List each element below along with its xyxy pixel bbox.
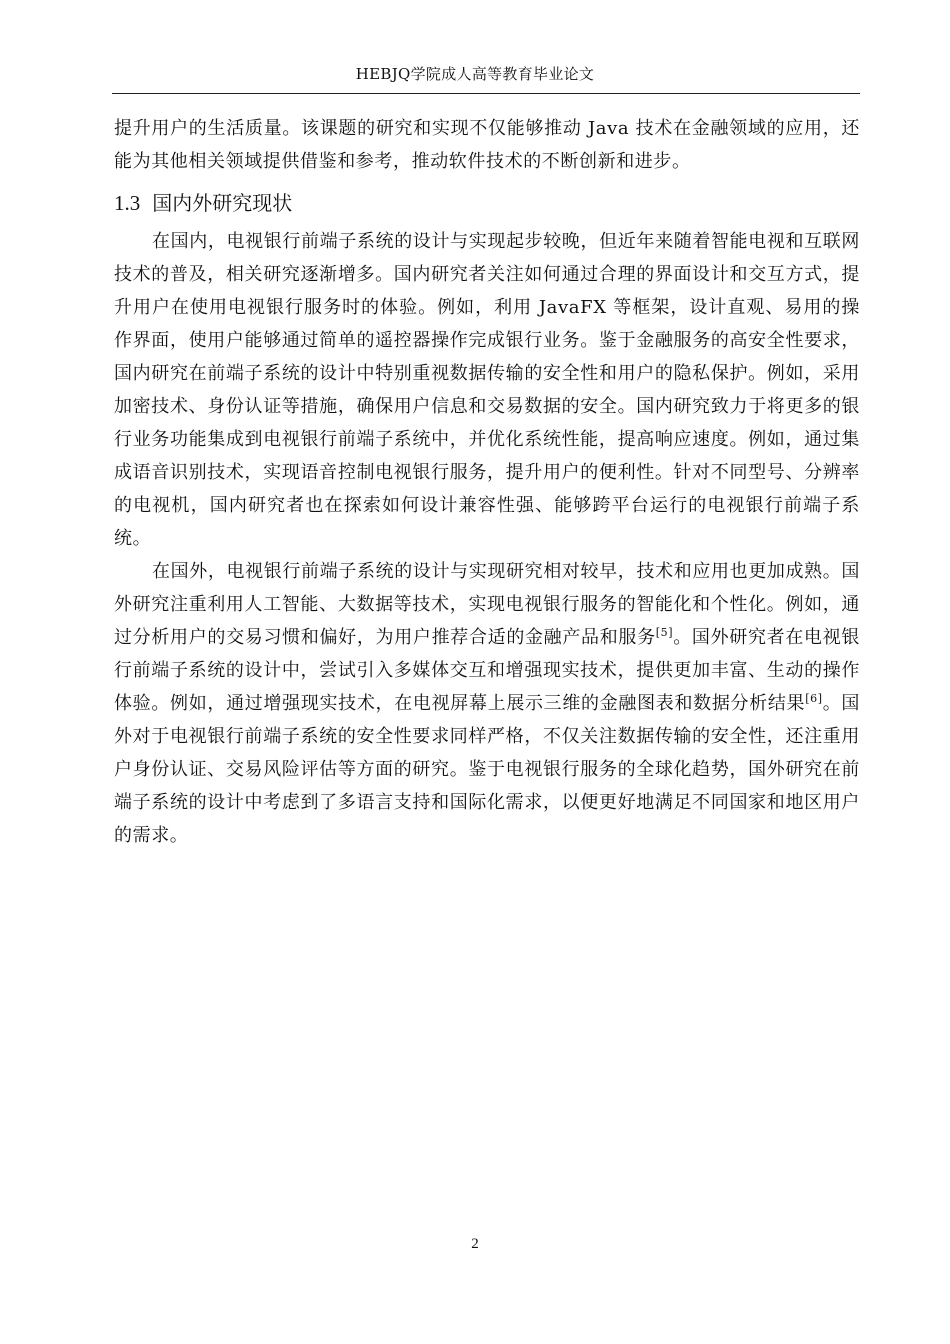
paragraph-domestic-research: 在国内，电视银行前端子系统的设计与实现起步较晚，但近年来随着智能电视和互联网技术的普及，相关研究逐渐增多。国内研究者关注如何通过合理的界面设计和交互方式，提升用户在使用电视银行服务时的体验。例如，利用 JavaFX 等框架，设计直观、易用的操作界面，使用户能够通过简单的遥控器操作完成银行业务。鉴于金融服务的高安全性要求，国内研究在前端子系统的设计中特别重视数据传输的安全性和用户的隐私保护。例如，采用加密技术、身份认证等措施，确保用户信息和交易数据的安全。国内研究致力于将更多的银行业务功能集成到电视银行前端子系统中，并优化系统性能，提高响应速度。例如，通过集成语音识别技术，实现语音控制电视银行服务，提升用户的便利性。针对不同型号、分辨率的电视机，国内研究者也在探索如何设计兼容性强、能够跨平台运行的电视银行前端子系统。	[114, 231, 860, 549]
intro-paragraph: 提升用户的生活质量。该课题的研究和实现不仅能够推动 Java 技术在金融领域的应用，还能为其他相关领域提供借鉴和参考，推动软件技术的不断创新和进步。	[114, 118, 860, 172]
paragraph-foreign-part-1: 在国外，电视银行前端子系统的设计与实现研究相对较早，技术和应用也更加成熟。国外研究注重利用人工智能、大数据等技术，实现电视银行服务的智能化和个性化。例如，通过分析用户的交易习惯和偏好，为用户推荐合适的金融产品和服务	[114, 561, 860, 648]
citation-5: [5]	[655, 626, 674, 639]
citation-6: [6]	[805, 692, 823, 705]
header-rule	[112, 93, 860, 94]
section-title: 国内外研究现状	[152, 191, 293, 215]
section-number: 1.3	[114, 191, 141, 215]
paragraph-foreign-research	[114, 555, 860, 852]
document-body	[114, 112, 860, 852]
page-number: 2	[471, 1236, 479, 1252]
paragraph-foreign-part-3: 。国外对于电视银行前端子系统的安全性要求同样严格，不仅关注数据传输的安全性，还注重用户身份认证、交易风险评估等方面的研究。鉴于电视银行服务的全球化趋势，国外研究在前端子系统的设计中考虑到了多语言支持和国际化需求，以便更好地满足不同国家和地区用户的需求。	[114, 693, 860, 846]
section-heading	[114, 185, 860, 221]
paragraph-foreign-part-2: 。国外研究者在电视银行前端子系统的设计中，尝试引入多媒体交互和增强现实技术，提供更加丰富、生动的操作体验。例如，通过增强现实技术，在电视屏幕上展示三维的金融图表和数据分析结果	[114, 627, 860, 714]
running-header: HEBJQ学院成人高等教育毕业论文	[355, 65, 595, 83]
